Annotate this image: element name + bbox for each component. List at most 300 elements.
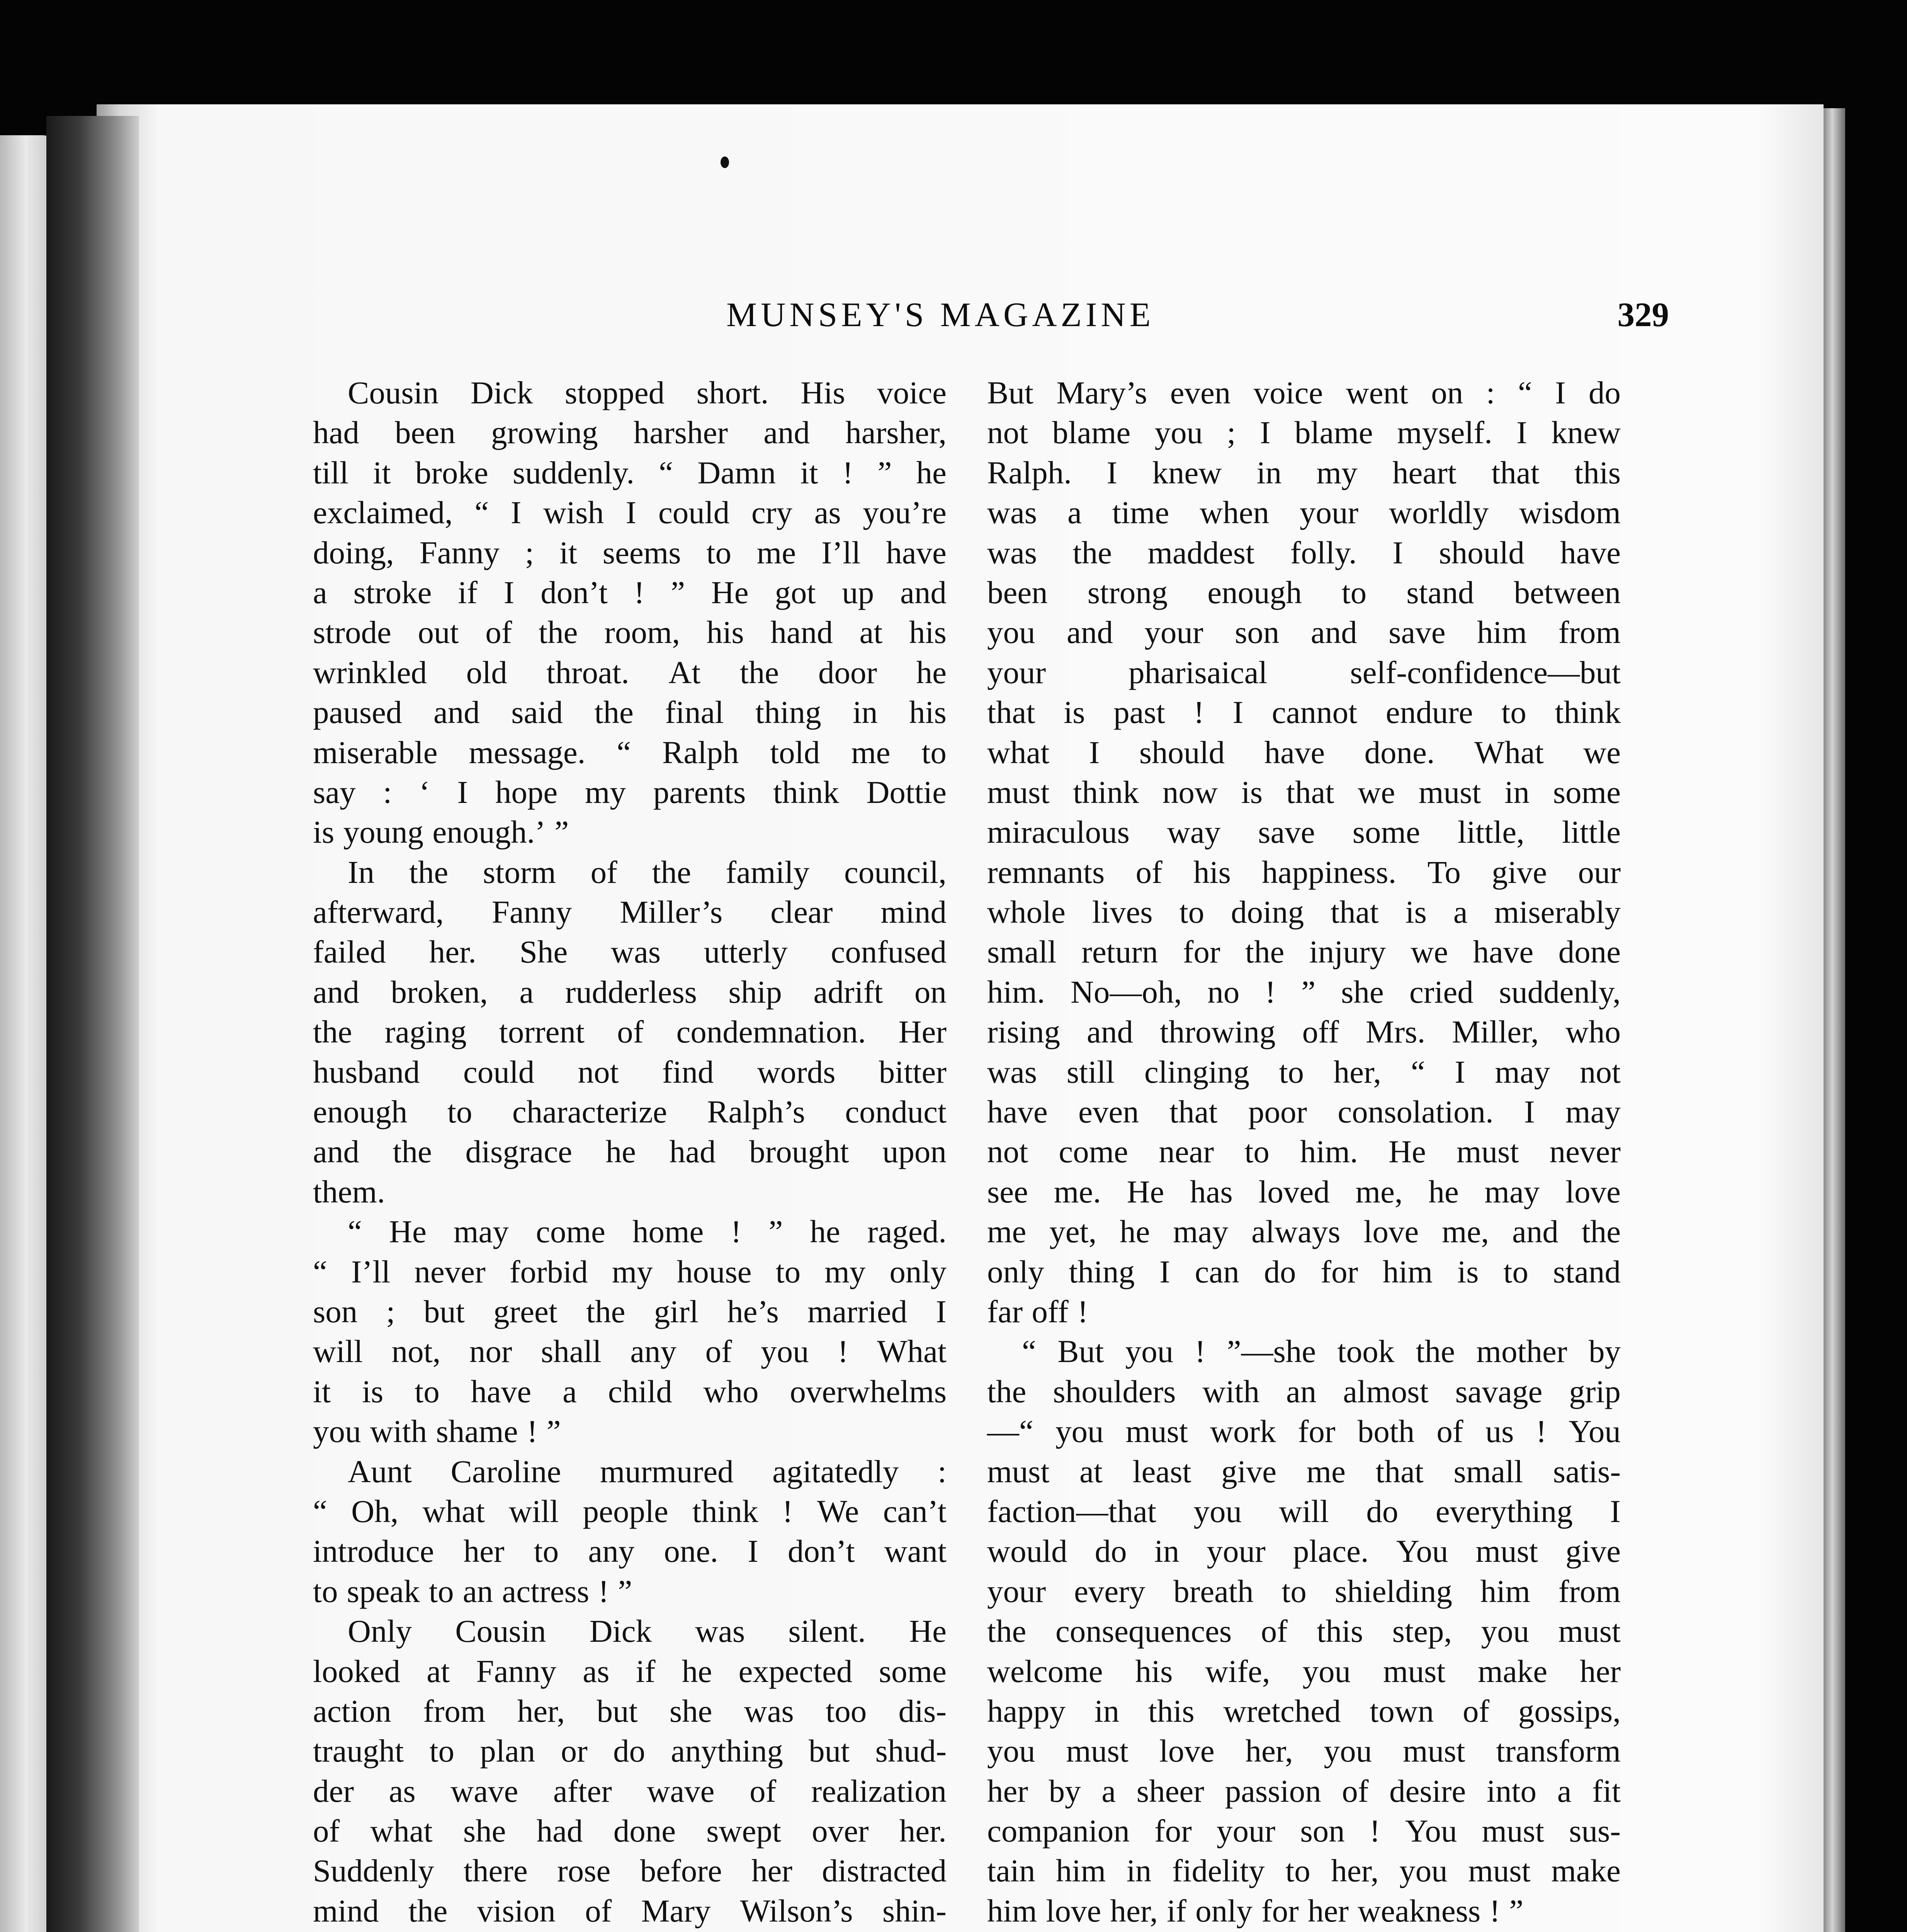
- word: will: [313, 1333, 363, 1369]
- word: myself.: [1397, 415, 1492, 451]
- word: satis-: [1553, 1453, 1621, 1489]
- text-line: [313, 1492, 947, 1531]
- word: to: [1282, 1573, 1307, 1609]
- word: What: [1474, 734, 1544, 770]
- word: room,: [604, 614, 680, 650]
- word: Fanny: [491, 894, 572, 930]
- word: her: [751, 1853, 792, 1889]
- word: he: [916, 454, 947, 490]
- word: was: [695, 1613, 745, 1649]
- word: storm: [483, 854, 556, 890]
- word: love: [1565, 1173, 1621, 1209]
- word: but: [809, 1733, 850, 1769]
- word: happiness.: [1262, 854, 1397, 890]
- word: your: [987, 654, 1046, 690]
- word: me: [1306, 1453, 1346, 1489]
- word: me: [987, 1214, 1027, 1250]
- word: always: [1251, 1214, 1341, 1250]
- word: anything: [671, 1733, 783, 1769]
- word: my: [824, 1253, 866, 1289]
- word: Cousin: [348, 375, 439, 410]
- word: and: [763, 415, 810, 451]
- word: fidelity: [1172, 1853, 1265, 1889]
- word: must: [1558, 1613, 1621, 1649]
- text-line: [313, 1691, 947, 1731]
- word: one.: [664, 1533, 718, 1569]
- text-line: [987, 1731, 1621, 1771]
- word: small: [987, 934, 1057, 970]
- word: I: [1524, 1094, 1535, 1130]
- word: in: [1256, 454, 1282, 490]
- word: hand: [770, 614, 833, 650]
- word: confused: [831, 934, 947, 970]
- text-line: [987, 972, 1621, 1012]
- word: you: [1125, 1333, 1174, 1369]
- word: them.: [313, 1173, 385, 1209]
- word: You: [1569, 1413, 1621, 1449]
- text-line: [313, 1891, 947, 1931]
- word: have: [886, 534, 947, 570]
- word: to: [1501, 694, 1526, 730]
- word: her,: [1245, 1733, 1293, 1769]
- word: raging: [384, 1014, 467, 1050]
- word: if: [458, 574, 478, 610]
- word: ”: [1509, 1893, 1524, 1929]
- word: your: [1207, 1533, 1266, 1569]
- text-line: [313, 1531, 947, 1571]
- word: the: [586, 1293, 625, 1329]
- word: in: [1504, 774, 1530, 810]
- text-line: [313, 932, 947, 972]
- word: an: [1286, 1373, 1317, 1409]
- word: brought: [749, 1134, 849, 1170]
- word: from: [1558, 1573, 1621, 1609]
- word: think: [1073, 774, 1139, 810]
- word: Dottie: [866, 774, 947, 810]
- word: me: [756, 534, 796, 570]
- word: to: [534, 1533, 559, 1569]
- word: He: [711, 574, 749, 610]
- word: utterly: [704, 934, 788, 970]
- word: had: [669, 1134, 716, 1170]
- word: must: [1066, 1733, 1129, 1769]
- word: at: [1079, 1453, 1103, 1489]
- word: ”: [546, 1413, 561, 1449]
- word: you: [1154, 415, 1203, 451]
- word: shall: [540, 1333, 602, 1369]
- word: not: [987, 1134, 1028, 1170]
- word: Dick: [470, 375, 533, 410]
- word: with: [370, 1413, 427, 1449]
- word: she: [463, 1813, 506, 1849]
- word: bitter: [879, 1054, 947, 1090]
- word: Ralph’s: [707, 1094, 805, 1130]
- word: ship: [728, 974, 782, 1010]
- word: by: [1588, 1333, 1621, 1369]
- word: have: [1264, 734, 1325, 770]
- word: I: [1159, 1253, 1170, 1289]
- running-title: MUNSEY'S MAGAZINE: [726, 296, 1155, 334]
- text-line: [987, 932, 1621, 972]
- text-line: [987, 1891, 1621, 1931]
- text-line: [313, 812, 947, 852]
- word: throat.: [546, 654, 629, 690]
- word: endure: [1385, 694, 1473, 730]
- word: failed: [313, 934, 386, 970]
- text-line: [987, 1851, 1621, 1891]
- word: too: [826, 1693, 867, 1729]
- word: not: [578, 1054, 619, 1090]
- text-line: [987, 1052, 1621, 1092]
- word: !: [598, 1573, 609, 1609]
- word: on: [914, 974, 947, 1010]
- word: she: [669, 1693, 712, 1729]
- word: on: [1431, 375, 1463, 410]
- word: !: [1489, 1893, 1501, 1929]
- word: save: [1389, 614, 1446, 650]
- word: speak: [347, 1573, 420, 1609]
- word: the: [539, 614, 578, 650]
- word: far: [987, 1293, 1023, 1329]
- text-line: [987, 1172, 1621, 1212]
- word: not: [987, 415, 1028, 451]
- word: a: [1101, 1773, 1116, 1809]
- word: it: [800, 454, 818, 490]
- word: overwhelms: [790, 1373, 947, 1409]
- word: enough: [313, 1094, 408, 1130]
- word: loved: [1258, 1173, 1330, 1209]
- word: realization: [811, 1773, 947, 1809]
- text-line: [313, 733, 947, 772]
- word: :: [937, 1453, 947, 1489]
- word: every: [1074, 1573, 1146, 1609]
- word: love: [1159, 1733, 1215, 1769]
- text-line: [987, 533, 1621, 573]
- word: but: [423, 1293, 465, 1329]
- word: could: [463, 1054, 535, 1090]
- word: her: [987, 1773, 1028, 1809]
- text-line: [313, 1851, 947, 1891]
- word: into: [1486, 1773, 1536, 1809]
- word: fit: [1592, 1773, 1621, 1809]
- word: whole: [987, 894, 1066, 930]
- word: must: [1418, 774, 1481, 810]
- word: was: [987, 534, 1037, 570]
- word: everything: [1435, 1493, 1573, 1529]
- word: married: [807, 1293, 908, 1329]
- word: rising: [987, 1014, 1061, 1050]
- word: council,: [844, 854, 947, 890]
- word: have: [1473, 934, 1534, 970]
- word: give: [1221, 1453, 1276, 1489]
- word: characterize: [512, 1094, 667, 1130]
- word: our: [1578, 854, 1621, 890]
- word: welcome: [987, 1653, 1103, 1689]
- word: blame: [1052, 415, 1131, 451]
- text-line: [313, 772, 947, 812]
- word: love: [1363, 1214, 1419, 1250]
- word: any: [630, 1333, 677, 1369]
- word: as: [814, 495, 841, 531]
- word: was: [744, 1693, 794, 1729]
- word: is: [313, 814, 335, 850]
- word: in: [1126, 1853, 1152, 1889]
- word: that: [1375, 1453, 1424, 1489]
- word: and: [433, 694, 480, 730]
- word: Mary: [641, 1893, 711, 1929]
- word: greet: [493, 1293, 557, 1329]
- gutter-shadow: [46, 116, 139, 1932]
- word: savage: [1455, 1373, 1543, 1409]
- word: her.: [429, 934, 476, 970]
- ink-fleck: [721, 156, 729, 168]
- word: an: [462, 1573, 493, 1609]
- word: him: [987, 1893, 1037, 1929]
- word: to: [921, 734, 947, 770]
- word: do: [1588, 375, 1621, 410]
- word: may: [1173, 1214, 1229, 1250]
- word: transform: [1496, 1733, 1621, 1769]
- word: his: [706, 614, 744, 650]
- word: we: [1583, 734, 1621, 770]
- word: place.: [1293, 1533, 1369, 1569]
- word: nor: [469, 1333, 512, 1369]
- word: agitatedly: [772, 1453, 899, 1489]
- word: some: [1352, 814, 1420, 850]
- word: me: [851, 734, 891, 770]
- word: save: [1258, 814, 1315, 850]
- word: to: [706, 534, 731, 570]
- word: a: [313, 574, 327, 610]
- word: her,: [1110, 1893, 1158, 1929]
- text-line: [987, 692, 1621, 732]
- word: out: [418, 614, 459, 650]
- word: must: [1482, 1813, 1544, 1849]
- word: home: [632, 1214, 704, 1250]
- word: he: [682, 1653, 712, 1689]
- word: You: [1405, 1813, 1457, 1849]
- word: you: [313, 1413, 361, 1449]
- word: clinging: [1144, 1054, 1249, 1090]
- word: before: [640, 1853, 722, 1889]
- word: wife,: [1205, 1653, 1270, 1689]
- word: wrinkled: [313, 654, 427, 690]
- word: it: [559, 534, 577, 570]
- text-line: [313, 1212, 947, 1252]
- word: make: [1478, 1653, 1548, 1689]
- text-line: [987, 852, 1621, 892]
- word: but: [597, 1693, 638, 1729]
- word: lives: [1092, 894, 1153, 930]
- word: never: [1549, 1134, 1621, 1170]
- word: He: [909, 1613, 947, 1649]
- word: not: [1579, 1054, 1621, 1090]
- word: enough: [1207, 574, 1302, 610]
- page-number: 329: [1617, 296, 1669, 334]
- word: that: [1169, 1094, 1218, 1130]
- word: of: [1135, 854, 1163, 890]
- word: mother: [1476, 1333, 1567, 1369]
- word: to: [775, 1253, 801, 1289]
- word: the: [409, 854, 449, 890]
- word: To: [1427, 854, 1461, 890]
- word: yet,: [1049, 1214, 1097, 1250]
- word: will: [1279, 1493, 1329, 1529]
- word: I: [457, 774, 468, 810]
- word: you’re: [863, 495, 947, 531]
- text-line: [313, 1372, 947, 1412]
- word: up: [842, 574, 874, 610]
- word: think: [1555, 694, 1621, 730]
- word: is: [1241, 774, 1263, 810]
- word: love: [1046, 1893, 1101, 1929]
- word: must: [1403, 1733, 1465, 1769]
- word: little,: [1457, 814, 1525, 850]
- word: !: [842, 454, 853, 490]
- text-line: [987, 1092, 1621, 1132]
- word: rudderless: [565, 974, 697, 1010]
- word: by: [1049, 1773, 1081, 1809]
- word: weakness: [1358, 1893, 1481, 1929]
- word: shame: [436, 1413, 518, 1449]
- word: son: [313, 1293, 358, 1329]
- word: Mrs.: [1365, 1014, 1426, 1050]
- word: said: [511, 694, 563, 730]
- word: miraculous: [987, 814, 1130, 850]
- word: broke: [415, 454, 488, 490]
- word: it: [373, 454, 391, 490]
- word: had: [313, 415, 359, 451]
- word: got: [775, 574, 816, 610]
- word: to: [429, 1573, 454, 1609]
- word: ;: [1227, 415, 1236, 451]
- word: what: [422, 1493, 485, 1529]
- word: !: [1265, 974, 1276, 1010]
- word: him.: [1300, 1134, 1358, 1170]
- word: his: [909, 614, 947, 650]
- word: from: [423, 1693, 486, 1729]
- word: suddenly,: [1499, 974, 1621, 1010]
- word: knew: [1551, 415, 1621, 451]
- word: condemnation.: [676, 1014, 866, 1050]
- word: the: [1072, 534, 1112, 570]
- word: to: [1279, 1054, 1304, 1090]
- word: him: [1480, 1573, 1530, 1609]
- word: can’t: [883, 1493, 947, 1529]
- text-line: [987, 653, 1621, 692]
- word: my: [612, 1253, 653, 1289]
- word: In: [348, 854, 375, 890]
- word: you: [1055, 1413, 1104, 1449]
- text-line: [987, 1012, 1621, 1052]
- word: broken,: [391, 974, 488, 1010]
- word: shielding: [1334, 1573, 1452, 1609]
- word: in: [853, 694, 878, 730]
- word: you: [987, 1733, 1035, 1769]
- word: harsher: [633, 415, 728, 451]
- word: it: [313, 1373, 331, 1409]
- word: consolation.: [1338, 1094, 1494, 1130]
- word: “: [659, 454, 673, 490]
- word: dis-: [898, 1693, 947, 1729]
- word: traught: [313, 1733, 404, 1769]
- word: till: [313, 454, 349, 490]
- word: don’t: [540, 574, 608, 610]
- text-line: [313, 653, 947, 692]
- word: must: [1475, 1533, 1538, 1569]
- word: But: [1057, 1333, 1104, 1369]
- word: shud-: [875, 1733, 947, 1769]
- word: maddest: [1147, 534, 1255, 570]
- text-line: [313, 1092, 947, 1132]
- word: message.: [469, 734, 586, 770]
- word: upon: [882, 1134, 947, 1170]
- word: I: [1610, 1493, 1621, 1529]
- word: the: [594, 694, 634, 730]
- word: people: [583, 1493, 668, 1529]
- word: injury: [1309, 934, 1386, 970]
- word: any: [588, 1533, 635, 1569]
- word: I: [1259, 415, 1271, 451]
- word: may: [1565, 1094, 1621, 1130]
- word: Cousin: [455, 1613, 546, 1649]
- word: cried: [1409, 974, 1474, 1010]
- word: son: [1300, 1813, 1345, 1849]
- word: !: [634, 574, 645, 610]
- word: what: [370, 1813, 433, 1849]
- word: final: [665, 694, 724, 730]
- word: miserably: [1494, 894, 1621, 930]
- word: action: [313, 1693, 391, 1729]
- word: “: [348, 1214, 362, 1250]
- word: never: [414, 1253, 486, 1289]
- word: that: [1331, 894, 1379, 930]
- word: must: [1383, 1653, 1446, 1689]
- word: son: [1234, 614, 1280, 650]
- word: girl: [654, 1293, 699, 1329]
- word: miserable: [313, 734, 438, 770]
- word: must: [1125, 1413, 1188, 1449]
- text-line: [987, 1691, 1621, 1731]
- text-line: [313, 1611, 947, 1651]
- word: remnants: [987, 854, 1105, 890]
- word: seems: [602, 534, 681, 570]
- word: doing: [1231, 894, 1304, 930]
- word: murmured: [600, 1453, 734, 1489]
- word: or: [561, 1733, 588, 1769]
- word: of: [750, 1773, 777, 1809]
- word: he: [1428, 1173, 1459, 1209]
- text-line: [313, 1252, 947, 1292]
- word: the: [652, 854, 691, 890]
- word: shin-: [882, 1893, 947, 1929]
- word: stopped: [564, 375, 665, 410]
- word: off: [1032, 1293, 1069, 1329]
- word: and: [1066, 614, 1113, 650]
- word: ;: [386, 1293, 395, 1329]
- word: this: [1148, 1693, 1195, 1729]
- text-line: [987, 1531, 1621, 1571]
- word: to: [1244, 1134, 1270, 1170]
- word: I: [1089, 734, 1100, 770]
- word: consequences: [1055, 1613, 1232, 1649]
- word: “: [313, 1253, 327, 1289]
- word: der: [313, 1773, 354, 1809]
- word: desire: [1389, 1773, 1466, 1809]
- word: can: [1195, 1253, 1239, 1289]
- word: !: [782, 1493, 793, 1529]
- word: “: [1518, 375, 1532, 410]
